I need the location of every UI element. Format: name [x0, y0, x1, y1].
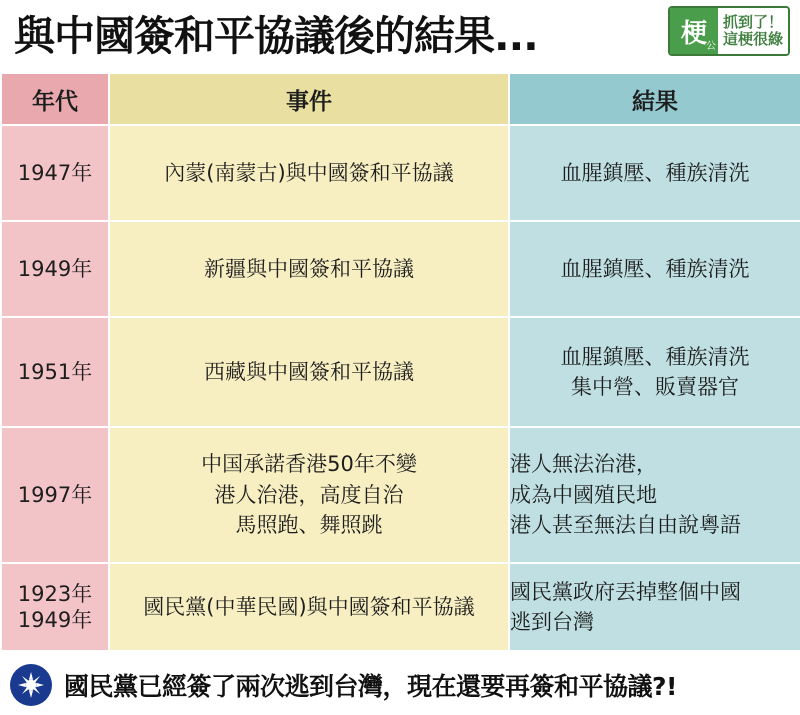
sun-icon [18, 672, 44, 698]
table-row [1, 125, 800, 221]
cell-result: 血腥鎮壓、種族清洗 集中營、販賣器官 [509, 317, 800, 427]
cell-result: 國民黨政府丟掉整個中國 逃到台灣 [509, 563, 800, 651]
logo-badge-main: 梗 [680, 18, 707, 49]
logo-badge-sub: 公 [705, 41, 716, 52]
cell-event: 西藏與中國簽和平協議 [109, 317, 509, 427]
cell-event: 中国承諾香港50年不變 港人治港，高度自治 馬照跑、舞照跳 [109, 427, 509, 563]
cell-year: 1947年 [1, 125, 109, 221]
table-row [1, 221, 800, 317]
cell-year: 1923年 1949年 [1, 563, 109, 651]
footer-text: 國民黨已經簽了兩次逃到台灣，現在還要再簽和平協議?! [64, 672, 677, 701]
page-title: 與中國簽和平協議後的結果... [14, 11, 538, 60]
cell-year: 1951年 [1, 317, 109, 427]
table-row [1, 427, 800, 563]
column-header-result: 結果 [509, 73, 800, 125]
cell-year: 1949年 [1, 221, 109, 317]
column-header-event: 事件 [109, 73, 509, 125]
table-row [1, 563, 800, 651]
logo-line-1: 抓到了！ [722, 13, 783, 32]
table-header-row [1, 73, 800, 125]
title-bar [0, 0, 800, 72]
cell-year: 1997年 [1, 427, 109, 563]
footer-banner [0, 653, 800, 715]
results-table [0, 72, 800, 652]
cell-event: 國民黨(中華民國)與中國簽和平協議 [109, 563, 509, 651]
cell-result: 血腥鎮壓、種族清洗 [509, 221, 800, 317]
cell-event: 內蒙(南蒙古)與中國簽和平協議 [109, 125, 509, 221]
cell-event: 新疆與中國簽和平協議 [109, 221, 509, 317]
column-header-year: 年代 [1, 73, 109, 125]
logo-badge [670, 8, 718, 54]
watermark-logo [668, 6, 790, 56]
table-row [1, 317, 800, 427]
cell-result: 港人無法治港， 成為中國殖民地 港人甚至無法自由說粵語 [509, 427, 800, 563]
kmt-sun-emblem-icon [10, 664, 52, 706]
logo-line-2: 這梗很綠 [722, 30, 783, 48]
cell-result: 血腥鎮壓、種族清洗 [509, 125, 800, 221]
logo-tagline [718, 8, 788, 54]
